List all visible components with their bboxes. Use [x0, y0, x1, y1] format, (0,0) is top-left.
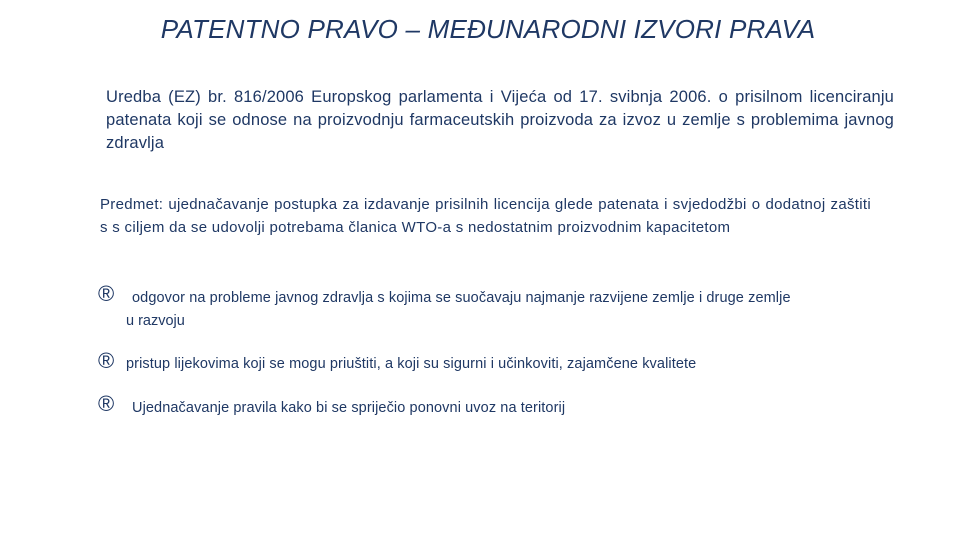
registered-mark-icon: ® — [98, 391, 115, 416]
slide-title: PATENTNO PRAVO – MEĐUNARODNI IZVORI PRAVA — [160, 14, 816, 44]
bullet-text-continuation: u razvoju — [126, 313, 185, 329]
registered-mark-icon: ® — [98, 281, 115, 306]
subject-paragraph: Predmet: ujednačavanje postupka za izdavanje prisilnih licencija glede patenata i svjedodžbi o dodatnoj zaštiti s s ciljem da se udovolji potrebama članica WTO-a s nedostatnim proizvodnim kapacitetom — [100, 196, 871, 236]
regulation-paragraph: Uredba (EZ) br. 816/2006 Europskog parlamenta i Vijeća od 17. svibnja 2006. o prisilnom licenciranju patenata koji se odnose na proizvodnju farmaceutskih proizvoda za izvoz u zemlje s problemima javnog zdravlja — [106, 88, 894, 152]
registered-mark-icon: ® — [98, 348, 115, 373]
bullet-text: pristup lijekovima koji se mogu priuštiti, a koji su sigurni i učinkoviti, zajamčene kvalitete — [126, 356, 697, 372]
bullet-text: Ujednačavanje pravila kako bi se spriječio ponovni uvoz na teritorij — [132, 400, 566, 416]
bullet-text: odgovor na probleme javnog zdravlja s kojima se suočavaju najmanje razvijene zemlje i druge zemlje — [132, 290, 791, 306]
